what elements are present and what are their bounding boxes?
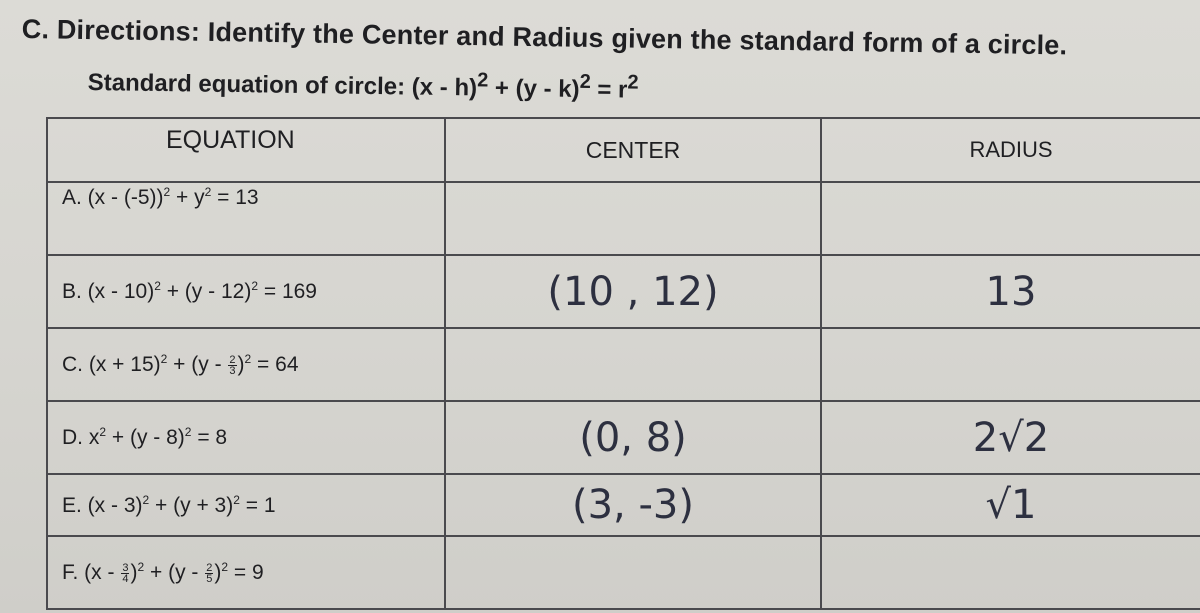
circle-table — [46, 117, 1200, 610]
exponent: 2 — [160, 352, 168, 366]
equation-part: + y — [170, 186, 205, 209]
equation-cell — [47, 182, 445, 255]
equation-cell — [47, 328, 445, 401]
equation-part: D. x — [62, 426, 100, 449]
fraction-numerator: 3 — [122, 561, 129, 574]
standard-equation-part-2: + (y - k) — [488, 74, 580, 103]
fraction-denominator: 4 — [122, 572, 129, 585]
exponent: 2 — [204, 185, 212, 199]
center-cell[interactable] — [445, 182, 821, 255]
equation-part: + (y - 12) — [160, 280, 252, 303]
equation-part: C. (x + 15) — [62, 353, 161, 376]
fraction — [205, 563, 213, 584]
header-equation-label: EQUATION — [166, 125, 295, 154]
center-cell[interactable]: (3, -3) — [445, 474, 821, 536]
exponent: 2 — [142, 492, 150, 507]
exponent: 2 — [184, 425, 192, 439]
equation-cell — [47, 536, 445, 609]
exponent: 2 — [233, 492, 240, 507]
table-header-row — [47, 118, 1200, 182]
equation-part: ) — [130, 561, 138, 584]
equation-cell — [47, 474, 445, 536]
exponent: 2 — [99, 425, 107, 439]
table-row — [47, 401, 1200, 474]
fraction-denominator: 3 — [229, 364, 236, 377]
equation-cell — [47, 255, 445, 328]
header-center: CENTER — [445, 118, 821, 182]
exponent: 2 — [154, 279, 161, 293]
table-row — [47, 536, 1200, 609]
equation-part: ) — [214, 561, 222, 584]
fraction-numerator: 2 — [229, 353, 236, 366]
standard-equation-part-3: = r — [590, 76, 628, 104]
table-row — [47, 182, 1200, 255]
fraction — [121, 563, 129, 584]
equation-part: F. (x - — [62, 561, 121, 584]
equation-part: A. (x - (-5)) — [62, 186, 164, 209]
standard-equation-part-1: Standard equation of circle: (x - h) — [87, 68, 478, 102]
standard-equation — [88, 64, 639, 105]
center-cell[interactable] — [445, 536, 821, 609]
equation-part: = 169 — [258, 280, 317, 303]
radius-cell[interactable]: 2√2 — [821, 401, 1200, 474]
radius-cell[interactable]: √1 — [821, 474, 1200, 536]
exponent: 2 — [163, 185, 171, 199]
fraction-denominator: 5 — [206, 572, 213, 585]
radius-cell[interactable] — [821, 536, 1200, 609]
table-row — [47, 255, 1200, 328]
equation-part: + (y + 3) — [149, 493, 234, 517]
exponent: 2 — [244, 352, 252, 366]
equation-part: + (y - 8) — [106, 426, 185, 449]
fraction-numerator: 2 — [206, 561, 213, 574]
exponent: 2 — [221, 560, 229, 574]
radius-cell[interactable] — [821, 328, 1200, 401]
equation-part: = 1 — [239, 493, 276, 517]
table-row — [47, 474, 1200, 536]
equation-part: + (y - — [167, 353, 228, 376]
table-row — [47, 328, 1200, 401]
equation-cell — [47, 401, 445, 474]
radius-cell[interactable]: 13 — [821, 255, 1200, 328]
equation-part: = 9 — [228, 561, 264, 584]
equation-part: = 8 — [191, 426, 228, 449]
exponent: 2 — [627, 71, 639, 94]
center-cell[interactable]: (10 , 12) — [445, 255, 821, 328]
exponent: 2 — [579, 70, 591, 94]
equation-part: = 13 — [211, 186, 259, 209]
exponent: 2 — [251, 279, 259, 293]
equation-part: E. (x - 3) — [62, 493, 143, 517]
fraction — [228, 355, 236, 376]
center-cell[interactable]: (0, 8) — [445, 401, 821, 474]
directions-text: C. Directions: Identify the Center and Radius given the standard form of a circle. — [21, 14, 1068, 61]
equation-part: B. (x - 10) — [62, 280, 155, 303]
exponent: 2 — [137, 560, 145, 574]
radius-cell[interactable] — [821, 182, 1200, 255]
header-radius: RADIUS — [821, 118, 1200, 182]
exponent: 2 — [477, 69, 489, 92]
equation-part: ) — [237, 353, 245, 376]
header-equation — [47, 118, 445, 182]
equation-part: = 64 — [251, 353, 299, 376]
equation-part: + (y - — [144, 561, 205, 584]
center-cell[interactable] — [445, 328, 821, 401]
